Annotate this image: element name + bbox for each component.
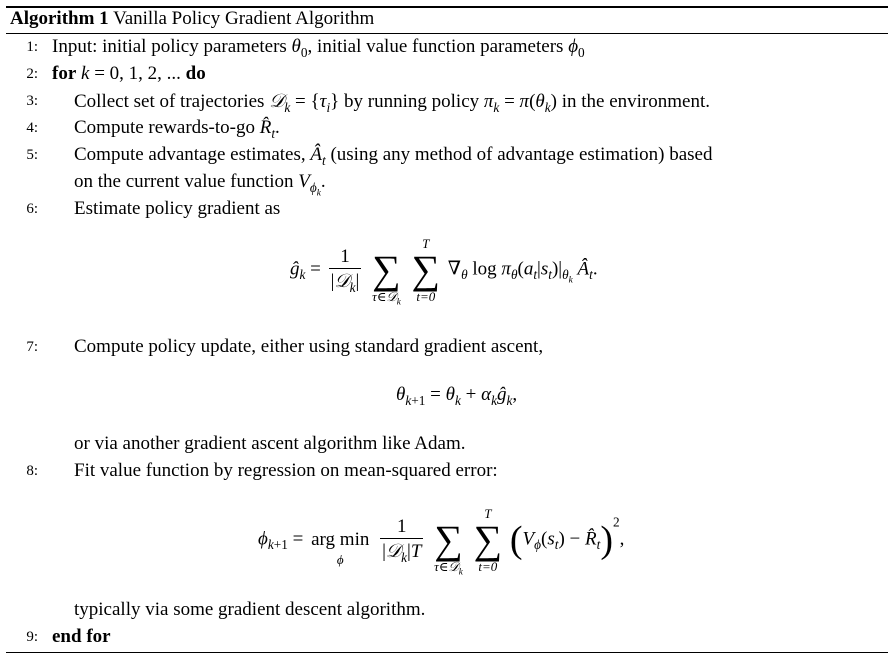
policy-update-equation: $\theta_{k+1} = \theta_k$ + $\alpha_kĝ_k$, — [396, 384, 518, 408]
argmin-operator: arg min ϕ — [311, 529, 370, 567]
line-3-collect: Collect set of trajectories 𝒟$_k$ = $\{\tau_i\}$ by running policy $\pi_k = \pi(\theta_k)$ in the environment. — [74, 90, 710, 115]
policy-gradient-equation: $ĝ_k$ = $\frac{1}{|𝒟_k|}$ ∑ τ∈𝒟$_k$ T ∑ t=0 $\nabla_\theta$ $\log \pi_\theta(a_t|s_t)|_{\theta_k}$ $Â_t$. — [290, 236, 598, 307]
line-number: 3: — [26, 93, 38, 109]
sum-over-trajectories: ∑ τ∈𝒟$_k$ — [434, 517, 463, 577]
line-1-input: Input: initial policy parameters $\theta_0$, initial value function parameters $\phi_0$ — [52, 36, 585, 60]
line-9-end-for — [52, 625, 111, 649]
sum-over-time: T ∑ t=0 — [473, 506, 503, 574]
algorithm-title: Vanilla Policy Gradient Algorithm — [113, 8, 375, 29]
line-5-advantage: Compute advantage estimates, $Â_t$ (using any method of advantage estimation) based — [74, 144, 713, 168]
line-number: 6: — [26, 201, 38, 217]
line-number: 9: — [26, 629, 38, 645]
for-keyword: for — [52, 63, 77, 84]
value-fit-equation: $\phi_{k+1}$ = arg min ϕ $\frac{1}{|𝒟_k|T}$ ∑ τ∈𝒟$_k$ T ∑ t=0 ($V_\phi(s_t)$ − $R̂_t)^2$, — [258, 506, 625, 577]
fraction: $\frac{1}{|𝒟_k|T}$ — [382, 516, 422, 565]
line-4-rewards: Compute rewards-to-go $R̂_t$. — [74, 117, 280, 141]
line-number: 8: — [26, 463, 38, 479]
line-number: 2: — [26, 66, 38, 82]
line-7-update: Compute policy update, either using standard gradient ascent, — [74, 336, 544, 357]
line-6-estimate: Estimate policy gradient as — [74, 198, 281, 219]
fraction: $\frac{1}{|𝒟_k|}$ — [330, 246, 360, 295]
line-number: 5: — [26, 147, 38, 163]
sum-over-trajectories: ∑ τ∈𝒟$_k$ — [372, 247, 401, 307]
sum-over-time: T ∑ t=0 — [411, 236, 441, 304]
algorithm-label: Algorithm 1 — [10, 8, 109, 29]
line-5-continuation: on the current value function $V_{\phi_k}$. — [74, 171, 326, 199]
algorithm-header — [10, 7, 374, 31]
line-number: 1: — [26, 39, 38, 55]
line-2-for: for k = 0, 1, 2, ... do — [52, 63, 206, 84]
line-number: 7: — [26, 339, 38, 355]
header-rule — [6, 33, 888, 34]
end-for-keyword: end for — [52, 626, 111, 647]
line-number: 4: — [26, 120, 38, 136]
do-keyword: do — [185, 63, 206, 84]
line-8-fit: Fit value function by regression on mean-squared error: — [74, 460, 498, 481]
bottom-rule — [6, 652, 888, 653]
line-8-continuation: typically via some gradient descent algorithm. — [74, 599, 426, 620]
line-7-continuation: or via another gradient ascent algorithm like Adam. — [74, 433, 466, 454]
